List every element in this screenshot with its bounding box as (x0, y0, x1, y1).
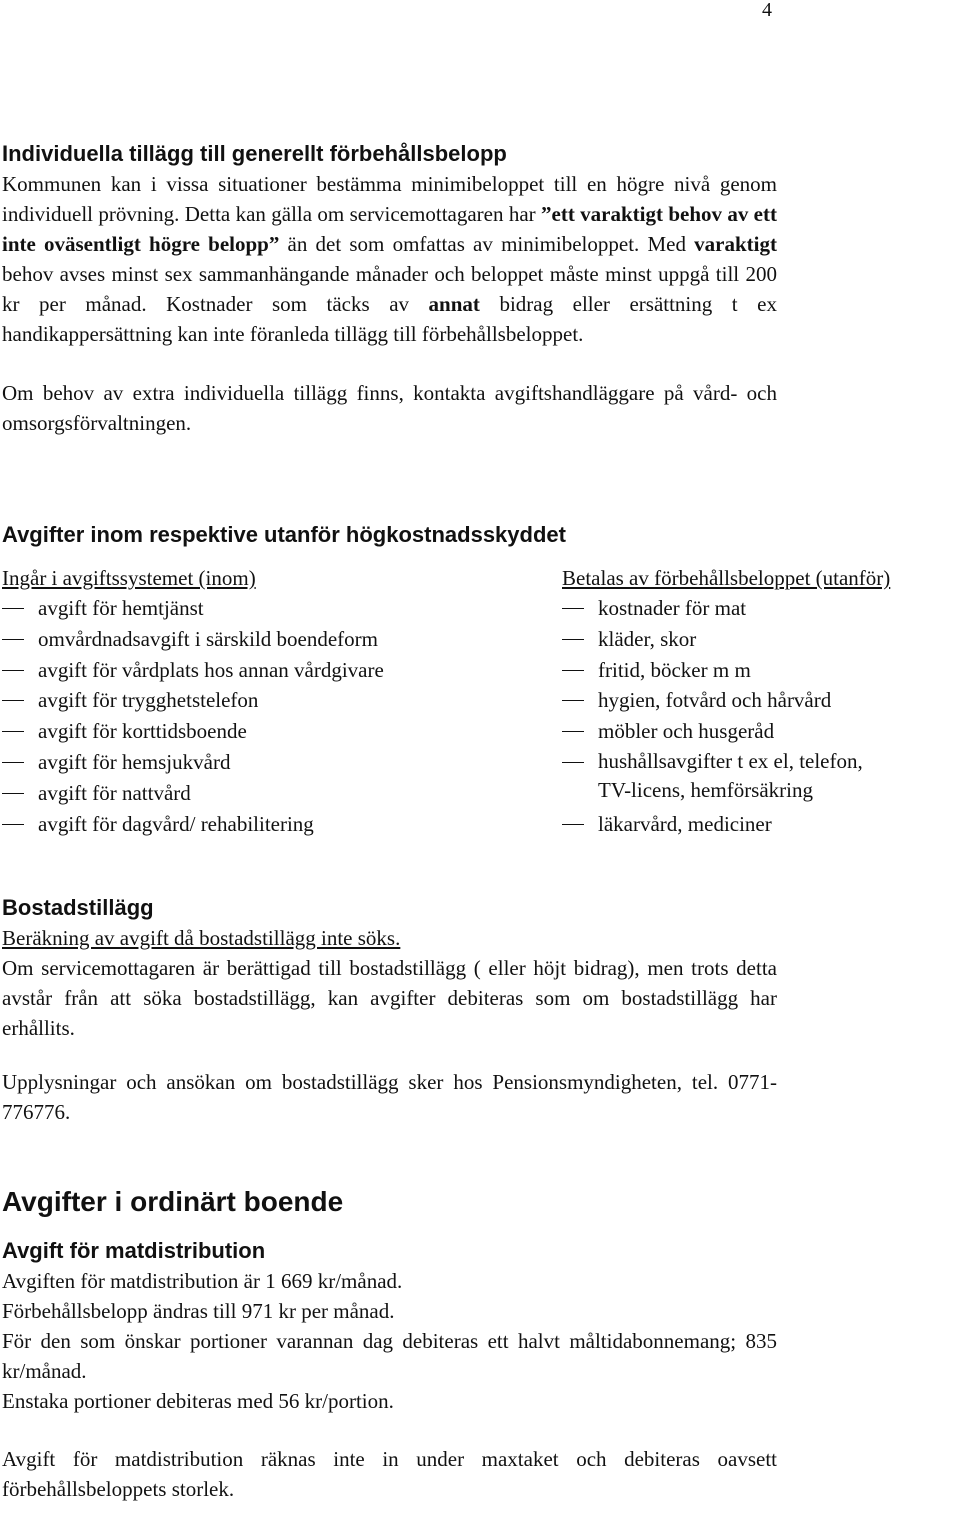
list-item-text: avgift för dagvård/ rehabilitering (38, 811, 314, 836)
dash-icon (2, 700, 24, 701)
page-number: 4 (762, 0, 772, 21)
line: Enstaka portioner debiteras med 56 kr/portion. (2, 1389, 394, 1413)
list-item (2, 778, 522, 809)
bold-text: annat (428, 292, 480, 316)
text-run: behov avses minst sex sammanhängande månader och beloppet måste minst uppgå till 200 kr per månad. Kostnader som täcks av (2, 262, 777, 316)
list-item (562, 809, 960, 840)
subheading: Beräkning av avgift då bostadstillägg inte söks. (2, 926, 401, 950)
list-item (562, 747, 960, 805)
list-item-text: TV-licens, hemförsäkring (598, 777, 814, 802)
dash-icon (562, 608, 584, 609)
dash-icon (2, 608, 24, 609)
list-item (2, 747, 522, 778)
within-column (2, 563, 522, 839)
subheading: Avgift för matdistribution (2, 1238, 266, 1263)
paragraph: Om servicemottagaren är berättigad till bostadstillägg ( eller höjt bidrag), men trots detta avstår från att söka bostadstillägg, kan avgifter debiteras som om bostadstillägg har erhållits. (2, 956, 777, 1040)
dash-icon (562, 762, 584, 763)
section-fee-lists (2, 520, 777, 550)
paragraph: Avgift för matdistribution räknas inte in under maxtaket och debiteras oavsett förbehållsbeloppets storlek. (2, 1447, 777, 1501)
list-item-text: möbler och husgeråd (598, 719, 775, 744)
list-item-text: hushållsavgifter t ex el, telefon, (598, 748, 863, 773)
dash-icon (2, 762, 24, 763)
paragraph: Om behov av extra individuella tillägg finns, kontakta avgiftshandläggare på vård- och omsorgsförvaltningen. (2, 381, 777, 435)
bold-text: varaktigt (694, 232, 777, 256)
bold-text: ”ett varaktigt behov av ett inte oväsentligt högre belopp” (2, 202, 777, 256)
list-item (562, 685, 960, 716)
list-item-text: kostnader för mat (598, 596, 747, 620)
section-ordinary-housing (2, 1182, 777, 1504)
list-item (2, 593, 522, 624)
dash-icon (562, 670, 584, 671)
list-item-text: avgift för korttidsboende (38, 719, 247, 744)
list-item (562, 716, 960, 747)
list-item-text: kläder, skor (598, 626, 697, 651)
list-item (2, 655, 522, 686)
list-item (562, 655, 960, 686)
section-heading: Avgifter i ordinärt boende (2, 1186, 344, 1217)
section-individual-supplements (2, 139, 777, 438)
line: Avgiften för matdistribution är 1 669 kr/månad. (2, 1269, 403, 1293)
list-item (2, 809, 522, 840)
text-run: bidrag eller ersättning t ex handikappersättning kan inte föranleda tillägg till förbehållsbeloppet. (2, 292, 777, 346)
list-item-text: avgift för trygghetstelefon (38, 688, 259, 713)
text-run: Kommunen kan i vissa situationer bestämma minimibeloppet till en högre nivå genom individuell prövning. Detta kan gälla om servicemottagaren har (2, 172, 777, 226)
column-title: Betalas av förbehållsbeloppet (utanför) (562, 566, 891, 590)
dash-icon (2, 639, 24, 640)
list-item-text: hygien, fotvård och hårvård (598, 688, 832, 713)
list-item-text: avgift för hemtjänst (38, 596, 204, 620)
dash-icon (562, 639, 584, 640)
list-item (2, 716, 522, 747)
list-item-text: fritid, böcker m m (598, 657, 751, 682)
section-heading: Bostadstillägg (2, 895, 154, 920)
list-item (562, 624, 960, 655)
line: Förbehållsbelopp ändras till 971 kr per månad. (2, 1299, 395, 1323)
section-heading: Individuella tillägg till generellt förbehållsbelopp (2, 141, 507, 166)
paragraph (2, 169, 777, 349)
list-item (562, 593, 960, 624)
list-item-text: avgift för hemsjukvård (38, 749, 231, 774)
list-item-text: avgift för nattvård (38, 780, 191, 805)
paragraph: Upplysningar och ansökan om bostadstillägg sker hos Pensionsmyndigheten, tel. 0771-776776. (2, 1070, 777, 1124)
list-item (2, 624, 522, 655)
line: För den som önskar portioner varannan dag debiteras ett halvt måltidabonnemang; 835 kr/månad. (2, 1329, 777, 1383)
dash-icon (2, 731, 24, 732)
list-item (2, 685, 522, 716)
list (562, 593, 960, 840)
list-item-text: avgift för vårdplats hos annan vårdgivare (38, 657, 384, 682)
text-run: än det som omfattas av minimibeloppet. Med (279, 232, 695, 256)
list-item-text: läkarvård, mediciner (598, 811, 772, 836)
dash-icon (2, 670, 24, 671)
list (2, 593, 522, 839)
list-item-text: omvårdnadsavgift i särskild boendeform (38, 626, 378, 651)
section-housing-supplement (2, 893, 777, 1127)
column-title: Ingår i avgiftssystemet (inom) (2, 566, 256, 590)
dash-icon (562, 700, 584, 701)
dash-icon (2, 793, 24, 794)
dash-icon (562, 731, 584, 732)
dash-icon (2, 824, 24, 825)
outside-column (562, 563, 960, 840)
section-heading: Avgifter inom respektive utanför högkostnadsskyddet (2, 522, 566, 547)
dash-icon (562, 824, 584, 825)
